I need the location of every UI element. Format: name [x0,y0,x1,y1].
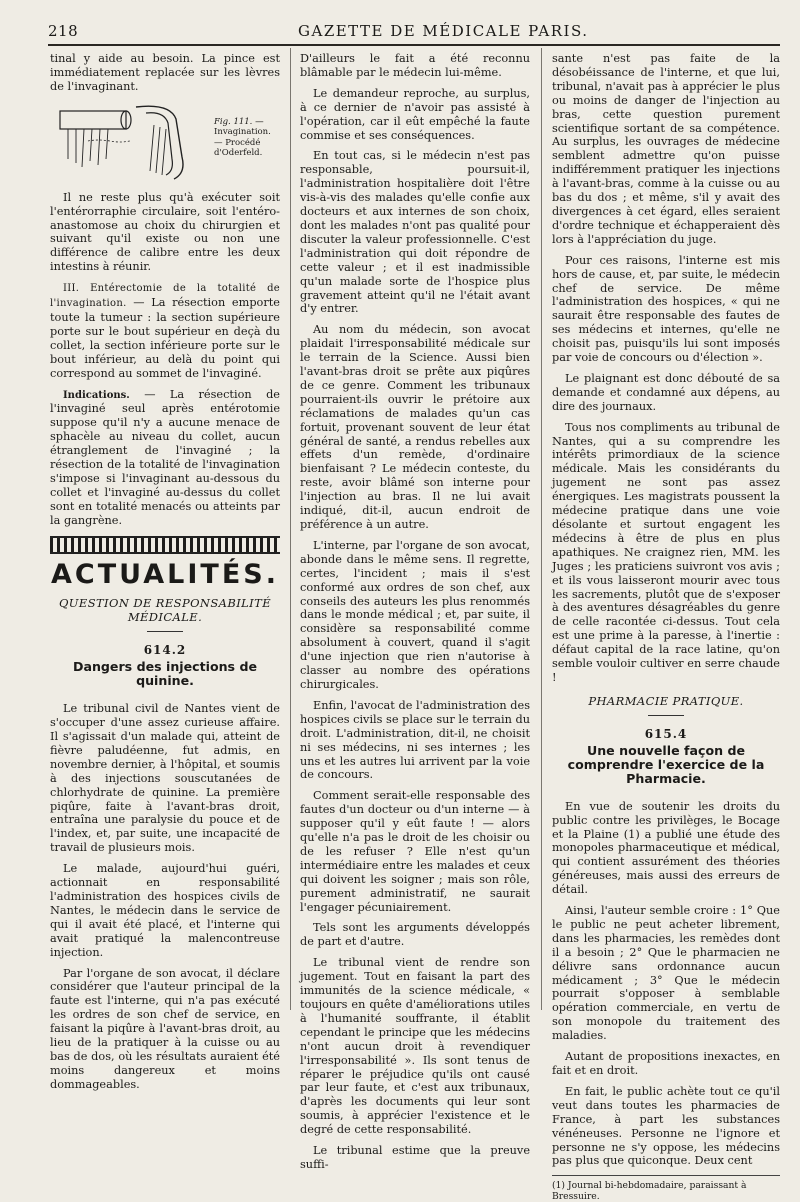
column-rule [541,48,542,1010]
indications-heading: Indications. [63,389,130,401]
paragraph: Le demandeur reproche, au surplus, à ce dernier de n'avoir pas assisté à l'opération, car il eût empêché la faute commise et ses conséquences. [300,86,530,142]
paragraph-text: — La résection emporte toute la tumeur : la section supérieure porte sur le bout supérieur en deçà du collet, la section inférieure porte sur le bout inférieur, au delà du point qui correspond au sommet de l'invaginé. [50,296,280,380]
article-number: 614.2 [143,643,187,658]
paragraph [50,388,280,528]
paragraph: Le tribunal estime que la preuve suffi- [300,1144,530,1171]
paragraph: Au nom du médecin, son avocat plaidait l'irresponsabilité médicale sur le terrain de la Science. Aussi bien l'avant-bras droit se prête aux piqûres de ce genre. Comment les tribunaux pourraient-ils ouvrir le prétoire aux réclamations de malades qu'un cas fortuit, provenant souvent de leur état général de santé, a rendus rebelles aux effets d'un remède, d'ordinaire bienfaisant ? Le médecin conteste, du reste, avoir blâmé son interne pour l'injection au bras. Il ne lui avait indiqué, dit-il, aucun endroit de préférence à un autre. [300,323,530,531]
paragraph: Pour ces raisons, l'interne est mis hors de cause, et, par suite, le médecin chef de service. De même l'administration des hospices, « qui ne saurait être responsable des fautes de ses médecins et internes, qu'elle ne choisit pas, puisqu'ils lui sont imposés par voie de concours ou d'élection ». [552,253,780,365]
figure-caption-text: Invagination. — Procédé d'Oderfeld. [214,127,271,159]
article-title: Dangers des injections de quinine. [73,659,257,689]
article-number: 615.4 [644,726,688,741]
rubric-divider [648,715,684,716]
paragraph: Il ne reste plus qu'à exécuter soit l'entérorraphie circulaire, soit l'entéro-anastomose au choix du chirurgien et suivant qu'il existe ou non une différence de calibre entre les deux intestins à réunir. [50,190,280,274]
running-title: GAZETTE DE MÉDICALE PARIS. [298,22,589,40]
paragraph: En fait, le public achète tout ce qu'il veut dans toutes les pharmacies de France, à part les substances vénéneuses. Personne ne l'ignore et personne ne s'y oppose, les médecins pas plus que quiconque. Deux cent [552,1084,780,1168]
paragraph: Par l'organe de son avocat, il déclare considérer que l'auteur principal de la faute est l'interne, qui n'a pas exécuté les ordres de son chef de service, en faisant la piqûre à l'avant-bras droit, au lieu de la pratiquer à la cuisse ou au bas de dos, où les résultats auraient été moins dangereux et moins dommageables. [50,966,280,1091]
paragraph: Ainsi, l'auteur semble croire : 1° Que le public ne peut acheter librement, dans les pharmacies, les remèdes dont il a besoin ; 2° Que le pharmacien ne délivre sans ordonnance aucun médicament ; 3° Que le médecin pourrait s'opposer à semblable opération commerciale, en vertu de son monopole du traitement des maladies. [552,904,780,1043]
paragraph: D'ailleurs le fait a été reconnu blâmable par le médecin lui-même. [300,52,530,79]
rubric-divider [147,631,183,632]
paragraph: En tout cas, si le médecin n'est pas responsable, poursuit-il, l'administration hospitalière doit l'être vis-à-vis des malades qu'elle confie aux docteurs et aux internes de son choix, dont les malades n'ont pas qualité pour discuter la valeur professionnelle. C'est l'administration qui doit répondre de cette valeur ; et il est inadmissible qu'un malade sorte de l'hospice plus gravement atteint qu'il ne l'était avant d'y entrer. [300,149,530,316]
footnote: (1) Journal bi-hebdomadaire, paraissant à Bressuire. [552,1175,780,1202]
paragraph: En vue de soutenir les droits du public contre les privilèges, le Bocage et la Plaine (1) a publié une étude des monopoles pharmaceutique et médical, qui contient assurément des théories généreuses, mais aussi des erreurs de détail. [552,799,780,897]
paragraph: Le tribunal civil de Nantes vient de s'occuper d'une assez curieuse affaire. Il s'agissait d'un malade qui, atteint de fièvre paludéenne, fut admis, en novembre dernier, à l'hôpital, et soumis à des injections souscutanées de chlorhydrate de quinine. La première piqûre, faite à l'avant-bras droit, entraîna une paralysie du pouce et de l'index, et, par suite, une incapacité de travail de plusieurs mois. [50,702,280,855]
column-rule [290,48,291,1010]
section-heading: ACTUALITÉS. [51,558,279,590]
column-1 [50,52,280,1091]
article-title: Une nouvelle façon de comprendre l'exercice de la Pharmacie. [567,742,765,786]
paragraph: Le tribunal vient de rendre son jugement. Tout en faisant la part des immunités de la science médicale, « toujours en quête d'améliorations utiles à l'humanité souffrante, il établit cependant le principe que les médecins n'ont aucun droit à revendiquer l'irresponsabilité ». Ils sont tenus de réparer le préjudice qu'ils ont causé par leur faute, et c'est aux tribunaux, d'après les documents qui leur sont soumis, à apprécier l'existence et le degré de cette responsabilité. [300,956,530,1137]
paragraph: Le malade, aujourd'hui guéri, actionnait en responsabilité l'administration des hospices civils de Nantes, le médecin dans le service de qui il avait été placé, et l'interne qui avait pratiqué la malencontreuse injection. [50,862,280,959]
figure-111 [58,101,280,183]
paragraph: tinal y aide au besoin. La pince est immédiatement replacée sur les lèvres de l'invaginant. [50,52,280,93]
paragraph: L'interne, par l'organe de son avocat, abonde dans le même sens. Il regrette, certes, l'incident ; mais il s'est conformé aux ordres de son chef, aux conseils des auteurs les plus renommés dans le monde médical ; et, par suite, il considère sa responsabilité comme absolument à couvert, quand il s'agit d'une injection que rien n'autorise à classer au nombre des opérations chirurgicales. [300,538,530,691]
rubric-heading: PHARMACIE PRATIQUE. [588,693,744,708]
subsection-heading: III. Entérectomie de la totalité de l'invagination. [50,283,280,310]
page-header [48,20,780,46]
paragraph: sante n'est pas faite de la désobéissance de l'interne, et que lui, tribunal, n'avait pas à apprécier le plus ou moins de danger de l'injection au bras, cette question purement scientifique sortant de sa compétence. Au surplus, les ouvrages de médecine semblent admettre qu'on puisse indifféremment pratiquer les injections à l'avant-bras, comme à la cuisse ou au bas du dos ; et même, s'il y avait des divergences à cet égard, elles seraient d'ordre technique et échapperaient dès lors à l'appréciation du juge. [552,52,780,246]
page-number: 218 [48,22,79,40]
paragraph [50,281,280,380]
ornamental-divider [50,536,280,554]
paragraph: Tels sont les arguments développés de part et d'autre. [300,921,530,949]
figure-label: Fig. 111. — [214,116,264,127]
paragraph-text: — La résection de l'invaginé seul après entérotomie suppose qu'il n'y a aucune menace de sphacèle au niveau du collet, aucun étranglement de l'invaginé ; la résection de la totalité de l'invagination s'impose si l'invaginant au-dessous du collet et l'invaginé au-dessus du collet sont en totalité menacés ou atteints par la gangrène. [50,387,280,527]
paragraph: Autant de propositions inexactes, en fait et en droit. [552,1050,780,1077]
paragraph: Tous nos compliments au tribunal de Nantes, qui a su comprendre les intérêts primordiaux de la science médicale. Mais les considérants du jugement ne sont pas assez énergiques. Les magistrats poussent la médecine pratique dans une voie désolante et surtout engagent les médecins à être de plus en plus apathiques. Ne craignez rien, MM. les Juges ; les praticiens suivront vos avis ; et ils vous laisseront mourir avec tous les sacrements, plutôt que de s'exposer à des aventures désagréables du genre de celle racontée ci-dessus. Tout cela est une prime à la paresse, à l'inertie : défaut capital de la race latine, qu'on semble vouloir cultiver en serre chaude ! [552,420,780,684]
rubric-heading: QUESTION DE RESPONSABILITÉ MÉDICALE. [58,596,271,625]
paragraph: Enfin, l'avocat de l'administration des hospices civils se place sur le terrain du droit. L'administration, dit-il, ne choisit ni ses médecins, ni ses internes ; les uns et les autres lui arrivent par la voie de concours. [300,698,531,782]
paragraph: Comment serait-elle responsable des fautes d'un docteur ou d'un interne — à supposer qu'il y eût faute ! — alors qu'elle n'a pas le droit de les choisir ou de les refuser ? Elle n'est qu'un intermédiaire entre les malades et ceux qui doivent les soigner ; mais son rôle, purement administratif, ne saurait l'engager pécuniairement. [300,789,530,914]
figure-caption [214,117,280,159]
invagination-illustration [58,101,208,183]
paragraph: Le plaignant est donc débouté de sa demande et condamné aux dépens, au dire des journaux. [552,371,780,413]
column-3 [552,52,780,1202]
column-2 [300,52,531,1171]
